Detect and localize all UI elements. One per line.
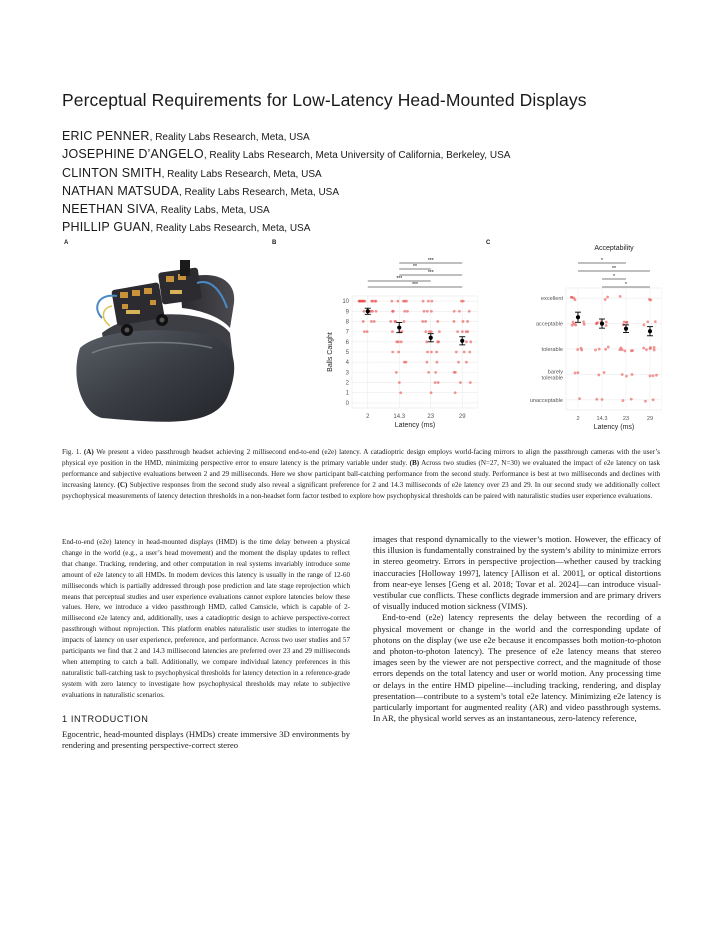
- data-point: [653, 346, 656, 349]
- data-point: [469, 381, 472, 384]
- significance-label: *: [613, 274, 615, 280]
- data-point: [370, 320, 373, 323]
- data-point: [576, 348, 579, 351]
- y-axis-label: Balls Caught: [327, 332, 334, 372]
- data-point: [574, 324, 577, 327]
- y-tick-label: 7: [345, 329, 349, 336]
- mean-point: [397, 325, 401, 329]
- data-point: [363, 330, 366, 333]
- data-point: [456, 330, 459, 333]
- data-point: [453, 320, 456, 323]
- data-point: [427, 371, 430, 374]
- mean-point: [600, 321, 604, 325]
- data-point: [468, 351, 471, 354]
- author-affiliation: , Reality Labs Research, Meta University of California, Berkeley, USA: [203, 150, 511, 162]
- caption-tag-b: (B): [409, 459, 420, 467]
- y-tick-label: 8: [345, 319, 349, 326]
- data-point: [453, 310, 456, 313]
- data-point: [580, 349, 583, 352]
- y-tick-label: tolerable: [541, 347, 563, 353]
- y-tick-label: 10: [342, 299, 349, 306]
- x-axis-label: Latency (ms): [593, 424, 635, 431]
- data-point: [622, 399, 625, 402]
- author-affiliation: , Reality Labs Research, Meta, USA: [149, 132, 310, 143]
- mean-point: [429, 336, 433, 340]
- y-tick-label: 4: [345, 360, 349, 367]
- caption-label: Fig. 1.: [62, 448, 82, 456]
- data-point: [425, 340, 428, 343]
- caption-text-c: Subjective responses from the second study also reveal a significant preference for 2 and 14.3 milliseconds of e2e latency over 23 and 29. In our second study we additionally collect psychophysical measurements of latency detection thresholds in a non-headset form factor testbed to explore how psychophysical thresholds can be paired with naturalistic studies user experience evaluations.: [62, 481, 660, 500]
- significance-label: *: [625, 282, 627, 288]
- data-point: [598, 348, 601, 351]
- panel-b-label: B: [272, 240, 277, 246]
- data-point: [570, 296, 573, 299]
- y-tick-label: 5: [345, 350, 349, 356]
- data-point: [582, 320, 585, 323]
- data-point: [403, 300, 406, 303]
- author-affiliation: , Reality Labs Research, Meta, USA: [178, 186, 340, 198]
- data-point: [631, 373, 634, 376]
- chart-acceptability: [482, 238, 662, 438]
- data-point: [463, 351, 466, 354]
- data-point: [366, 330, 369, 333]
- data-point: [430, 351, 433, 354]
- data-point: [430, 300, 433, 303]
- data-point: [454, 391, 457, 394]
- data-point: [466, 320, 469, 323]
- author-affiliation: , Reality Labs Research, Meta, USA: [150, 223, 311, 235]
- x-tick-label: 2: [366, 414, 370, 420]
- data-point: [459, 381, 462, 384]
- data-point: [595, 398, 598, 401]
- data-point: [426, 310, 429, 313]
- data-point: [621, 348, 624, 351]
- data-point: [426, 361, 429, 364]
- y-tick-label: barely: [547, 369, 563, 376]
- data-point: [436, 340, 439, 343]
- data-point: [574, 298, 577, 301]
- data-point: [649, 375, 652, 378]
- figure-caption: [62, 447, 660, 502]
- mean-point: [624, 327, 628, 331]
- mean-point: [460, 339, 464, 343]
- author-affiliation: , Reality Labs Research, Meta, USA: [161, 168, 322, 180]
- data-point: [654, 320, 657, 323]
- intro-paragraph: End-to-end (e2e) latency represents the delay between the recording of a physical movement or change in the world and the corresponding update of photons on the display (we use e2e because it encompasses both motion-to-photon and photon-to-photon latency). The presence of e2e latency means that stereo images seen by the viewer are not perspective correct, and the magnitude of those errors depends on the total latency and user or world motion. Any processing time or delays in the entire HMD pipeline—including tracking, rendering, and display presentation—contribute to a system’s total e2e latency. Minimizing e2e latency is particularly important for augmented reality (AR) and video passthrough systems. In AR, the physical world serves as an instantaneous, zero-latency reference,: [373, 612, 661, 724]
- data-point: [465, 330, 468, 333]
- data-point: [360, 300, 363, 303]
- panel-a-label: A: [64, 240, 69, 246]
- y-tick-label: 0: [345, 400, 349, 407]
- data-point: [603, 371, 606, 374]
- data-point: [571, 324, 574, 327]
- author-name: PHILLIP GUAN: [62, 220, 151, 235]
- data-point: [375, 310, 378, 313]
- author-line: [62, 183, 662, 201]
- section-heading: 1 INTRODUCTION: [62, 713, 149, 724]
- x-tick-label: 14.3: [596, 416, 608, 422]
- data-point: [606, 296, 609, 299]
- data-point: [438, 330, 441, 333]
- data-point: [406, 310, 409, 313]
- data-point: [421, 320, 424, 323]
- y-tick-label: unacceptable: [529, 397, 563, 404]
- data-point: [430, 391, 433, 394]
- data-point: [371, 310, 374, 313]
- data-point: [391, 330, 394, 333]
- data-point: [424, 320, 427, 323]
- significance-label: *: [601, 258, 603, 264]
- data-point: [619, 295, 622, 298]
- data-point: [604, 298, 607, 301]
- figure-1: [62, 238, 662, 438]
- data-point: [399, 391, 402, 394]
- mean-point: [366, 309, 370, 313]
- data-point: [430, 310, 433, 313]
- data-point: [458, 310, 461, 313]
- cable-yellow: [103, 306, 112, 326]
- author-line: [62, 201, 662, 219]
- data-point: [363, 300, 366, 303]
- data-point: [437, 381, 440, 384]
- author-name: ERIC PENNER: [62, 129, 150, 143]
- significance-label: ***: [412, 282, 418, 288]
- y-tick-label: 1: [345, 390, 349, 397]
- x-tick-label: 14.3: [393, 414, 406, 420]
- data-point: [461, 330, 464, 333]
- y-tick-label: excellent: [540, 296, 563, 303]
- data-point: [605, 321, 608, 324]
- significance-label: **: [413, 264, 417, 270]
- paper-title: Perceptual Requirements for Low-Latency Head-Mounted Displays: [62, 90, 587, 110]
- author-name: CLINTON SMITH: [62, 165, 162, 180]
- data-point: [395, 371, 398, 374]
- data-point: [436, 320, 439, 323]
- significance-label: ***: [427, 258, 434, 264]
- data-point: [400, 340, 403, 343]
- x-tick-label: 29: [646, 416, 654, 422]
- abstract: End-to-end (e2e) latency in head-mounted displays (HMD) is the time delay between a physical change in the world (e.g., a user’s head movement) and the moment the display updates to reflect that change. Tracking, rendering, and other computation in real systems invariably introduce some amount of e2e latency to all HMDs. In modern devices this latency is usually in the range of 12-60 milliseconds which is partially addressed through pose prediction and late stage reprojection which means that perceptual studies and user experience evaluations cannot explore latencies below these values. Here, we introduce a video passthrough HMD, called Camsicle, which is capable of 2-millisecond e2e latency and, additionally, uses a catadioptric design to achieve perspective-correct passthrough without reprojection. This platform enables naturalistic user studies to interrogate the impacts of latency on user experience, preference, and performance. Across two user studies and 57 participants we find that 2 and 14.3 millisecond latencies are preferred over 23 and 29 milliseconds when attempting to catch a ball. Additionally, we compare individual latency preferences in this naturalistic ball-catching task to psychophysical thresholds for latency detection in a reference-grade system with zero latency to investigate how psychophysical thresholds may relate to subjective evaluations in naturalistic scenarios.: [62, 538, 350, 699]
- data-point: [653, 349, 656, 352]
- data-point: [457, 361, 460, 364]
- data-point: [578, 397, 581, 400]
- left-column: [62, 537, 350, 751]
- data-point: [396, 300, 399, 303]
- data-point: [455, 351, 458, 354]
- data-point: [644, 400, 647, 403]
- data-point: [405, 361, 408, 364]
- caption-tag-c: (C): [117, 481, 128, 489]
- data-point: [435, 351, 438, 354]
- chart-balls-caught: [268, 238, 478, 438]
- data-point: [652, 398, 655, 401]
- data-point: [434, 371, 437, 374]
- data-point: [371, 300, 374, 303]
- headset-photo: [62, 248, 262, 438]
- right-column: [373, 534, 661, 724]
- data-point: [391, 351, 394, 354]
- data-point: [468, 310, 471, 313]
- data-point: [607, 346, 610, 349]
- x-tick-label: 2: [576, 416, 580, 422]
- data-point: [645, 348, 648, 351]
- data-point: [397, 351, 400, 354]
- data-point: [631, 349, 634, 352]
- data-point: [623, 350, 626, 353]
- panel-c-label: C: [486, 240, 491, 246]
- y-tick-label: 2: [345, 380, 349, 387]
- y-tick-label: 9: [345, 309, 349, 316]
- significance-label: ***: [396, 276, 403, 282]
- author-name: JOSEPHINE D’ANGELO: [62, 147, 204, 162]
- caption-text-a: We present a video passthrough headset achieving 2 millisecond end-to-end (e2e) latency. A catadioptric design employs world-facing mirrors to align the passthrough cameras with the user’s physical eye position in the HMD, minimizing perspective error to ensure latency is the primary variable under study.: [62, 448, 660, 467]
- data-point: [465, 340, 468, 343]
- data-point: [362, 320, 365, 323]
- data-point: [597, 374, 600, 377]
- y-tick-label: 6: [345, 339, 349, 346]
- author-line: [62, 128, 662, 146]
- data-point: [362, 310, 365, 313]
- data-point: [398, 381, 401, 384]
- author-name: NEETHAN SIVA: [62, 202, 156, 217]
- significance-label: **: [612, 266, 616, 272]
- mount-post: [180, 260, 190, 276]
- data-point: [601, 398, 604, 401]
- data-point: [625, 321, 628, 324]
- author-line: [62, 146, 662, 164]
- data-point: [390, 300, 393, 303]
- data-point: [648, 298, 651, 301]
- data-point: [373, 320, 376, 323]
- caption-tag-a: (A): [83, 448, 94, 456]
- data-point: [583, 323, 586, 326]
- mean-point: [648, 329, 652, 333]
- intro-paragraph: Egocentric, head-mounted displays (HMDs) create immersive 3D environments by rendering and presenting perspective-correct stereo: [62, 728, 350, 750]
- data-point: [460, 300, 463, 303]
- data-point: [649, 347, 652, 350]
- data-point: [465, 361, 468, 364]
- author-affiliation: , Reality Labs, Meta, USA: [155, 205, 270, 217]
- author-name: NATHAN MATSUDA: [62, 183, 179, 198]
- data-point: [424, 330, 427, 333]
- data-point: [642, 323, 645, 326]
- x-tick-label: 29: [458, 414, 466, 420]
- data-point: [625, 375, 628, 378]
- significance-label: ***: [427, 270, 434, 276]
- data-point: [630, 398, 633, 401]
- data-point: [436, 361, 439, 364]
- data-point: [594, 349, 597, 352]
- data-point: [462, 320, 465, 323]
- data-point: [394, 320, 397, 323]
- author-line: [62, 165, 662, 183]
- data-point: [655, 374, 658, 377]
- data-point: [391, 310, 394, 313]
- author-list: [62, 128, 662, 238]
- data-point: [577, 371, 580, 374]
- data-point: [374, 300, 377, 303]
- data-point: [646, 320, 649, 323]
- data-point: [572, 321, 575, 324]
- data-point: [469, 340, 472, 343]
- data-point: [389, 320, 392, 323]
- x-tick-label: 23: [622, 416, 630, 422]
- data-point: [574, 372, 577, 375]
- author-line: [62, 219, 662, 237]
- data-point: [604, 348, 607, 351]
- data-point: [434, 381, 437, 384]
- caption-text-b: Across two studies (N=27, N=30) we evaluated the impact of e2e latency on task performance and subjective evaluations between 2 and 29 milliseconds. Here we show participant ball-catching performance from the second study. Performance is best at two milliseconds and declines with increasing latency.: [62, 459, 660, 489]
- data-point: [652, 374, 655, 377]
- data-point: [403, 320, 406, 323]
- data-point: [595, 322, 598, 325]
- data-point: [454, 371, 457, 374]
- x-tick-label: 23: [427, 414, 435, 420]
- x-axis-label: Latency (ms): [394, 422, 436, 429]
- data-point: [427, 300, 430, 303]
- data-point: [403, 310, 406, 313]
- data-point: [422, 300, 425, 303]
- intro-paragraph: images that respond dynamically to the viewer’s motion. However, the efficacy of this illusion is fundamentally constrained by the system’s ability to minimize errors in stereo geometry. Errors in perspective projection—whether caused by tracking inaccuracies [Holloway 1997], latency [Allison et al. 2001], or optical distortions from near-eye lenses [Geng et al. 2018; Tovar et al. 2024]—can introduce visual-vestibular cue conflicts. These conflicts degrade immersion and are primary drivers of visually induced motion sickness (VIMS).: [373, 534, 661, 612]
- y-tick-label: 3: [345, 370, 349, 377]
- mean-point: [576, 315, 580, 319]
- y-tick-label: tolerable: [541, 375, 563, 382]
- data-point: [430, 330, 433, 333]
- y-tick-label: acceptable: [535, 321, 563, 328]
- data-point: [621, 373, 624, 376]
- chart-title: Acceptability: [594, 245, 634, 252]
- data-point: [605, 324, 608, 327]
- data-point: [423, 310, 426, 313]
- visor-shell: [76, 330, 234, 422]
- data-point: [642, 347, 645, 350]
- data-point: [397, 340, 400, 343]
- data-point: [426, 351, 429, 354]
